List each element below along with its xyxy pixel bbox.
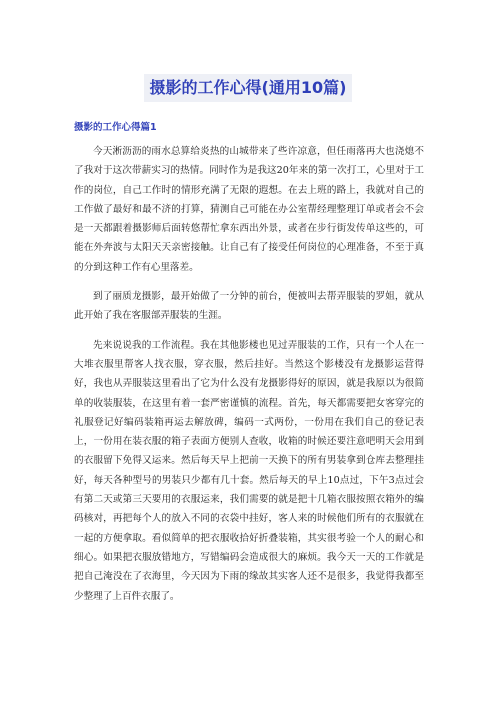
title-container: [0, 74, 496, 102]
paragraph-3: 先来说说我的工作流程。我在其他影楼也见过弄服装的工作，只有一个人在一大堆衣服里帮客人找衣服，穿衣服，然后挂好。当然这个影楼没有龙摄影运营得好，我也从弄服装这里看出了它为什么没有龙摄影得好的原因，就是我原以为很简单的收装服装，在这里有着一套严密谨慎的流程。首先，每天都需要把女客穿完的礼服登记好编码装箱再运去解放碑，编码一式两份，一份用在我们自己的登记表上，一份用在装衣服的箱子表面方便别人查收，收箱的时候还要注意吧明天会用到的衣服留下免得又运来。然后每天早上把前一天换下的所有男装拿到仓库去整理挂好，每天各种型号的男装只少都有几十套。然后每天的早上10点过，下午3点过会有第二天或第三天要用的衣服运来，我们需要的就是把十几箱衣服按照衣箱外的编码核对，再把每个人的放入不同的衣袋中挂好，客人来的时候他们所有的衣服就在一起的方便拿取。看似简单的把衣服收拾好折叠装箱，其实很考验一个人的耐心和细心。如果把衣服放错地方，写错编码会造成很大的麻烦。我今天一天的工作就是把自己淹没在了衣海里，今天因为下雨的缘故其实客人还不是很多，我觉得我都至少整理了上百件衣服了。: [74, 339, 424, 602]
document-title: 摄影的工作心得(通用10篇): [144, 74, 353, 102]
paragraph-1: 今天淅沥沥的雨水总算给炎热的山城带来了些许凉意，但任雨落再大也浇熄不了我对于这次带薪实习的热情。同时作为是我这20年来的第一次打工，心里对于工作的岗位，自己工作时的情形充满了无限的遐想。在去上班的路上，我就对自己的工作做了最好和最不济的打算，猜测自己可能在办公室帮经理整理订单或者会不会是一天都跟着摄影师后面转悠帮忙拿东西出外景，或者在步行街发传单这些的，可能在外奔波与太阳天天亲密接触。让自己有了接受任何岗位的心理准备，不至于真的分到这种工作有心里落差。: [74, 146, 424, 273]
body-text: [74, 142, 424, 616]
section-heading: 摄影的工作心得篇1: [74, 122, 157, 133]
paragraph-2: 到了丽质龙摄影，最开始做了一分钟的前台，便被叫去帮弄服装的罗姐，就从此开始了我在客服部弄服装的生涯。: [74, 291, 424, 322]
